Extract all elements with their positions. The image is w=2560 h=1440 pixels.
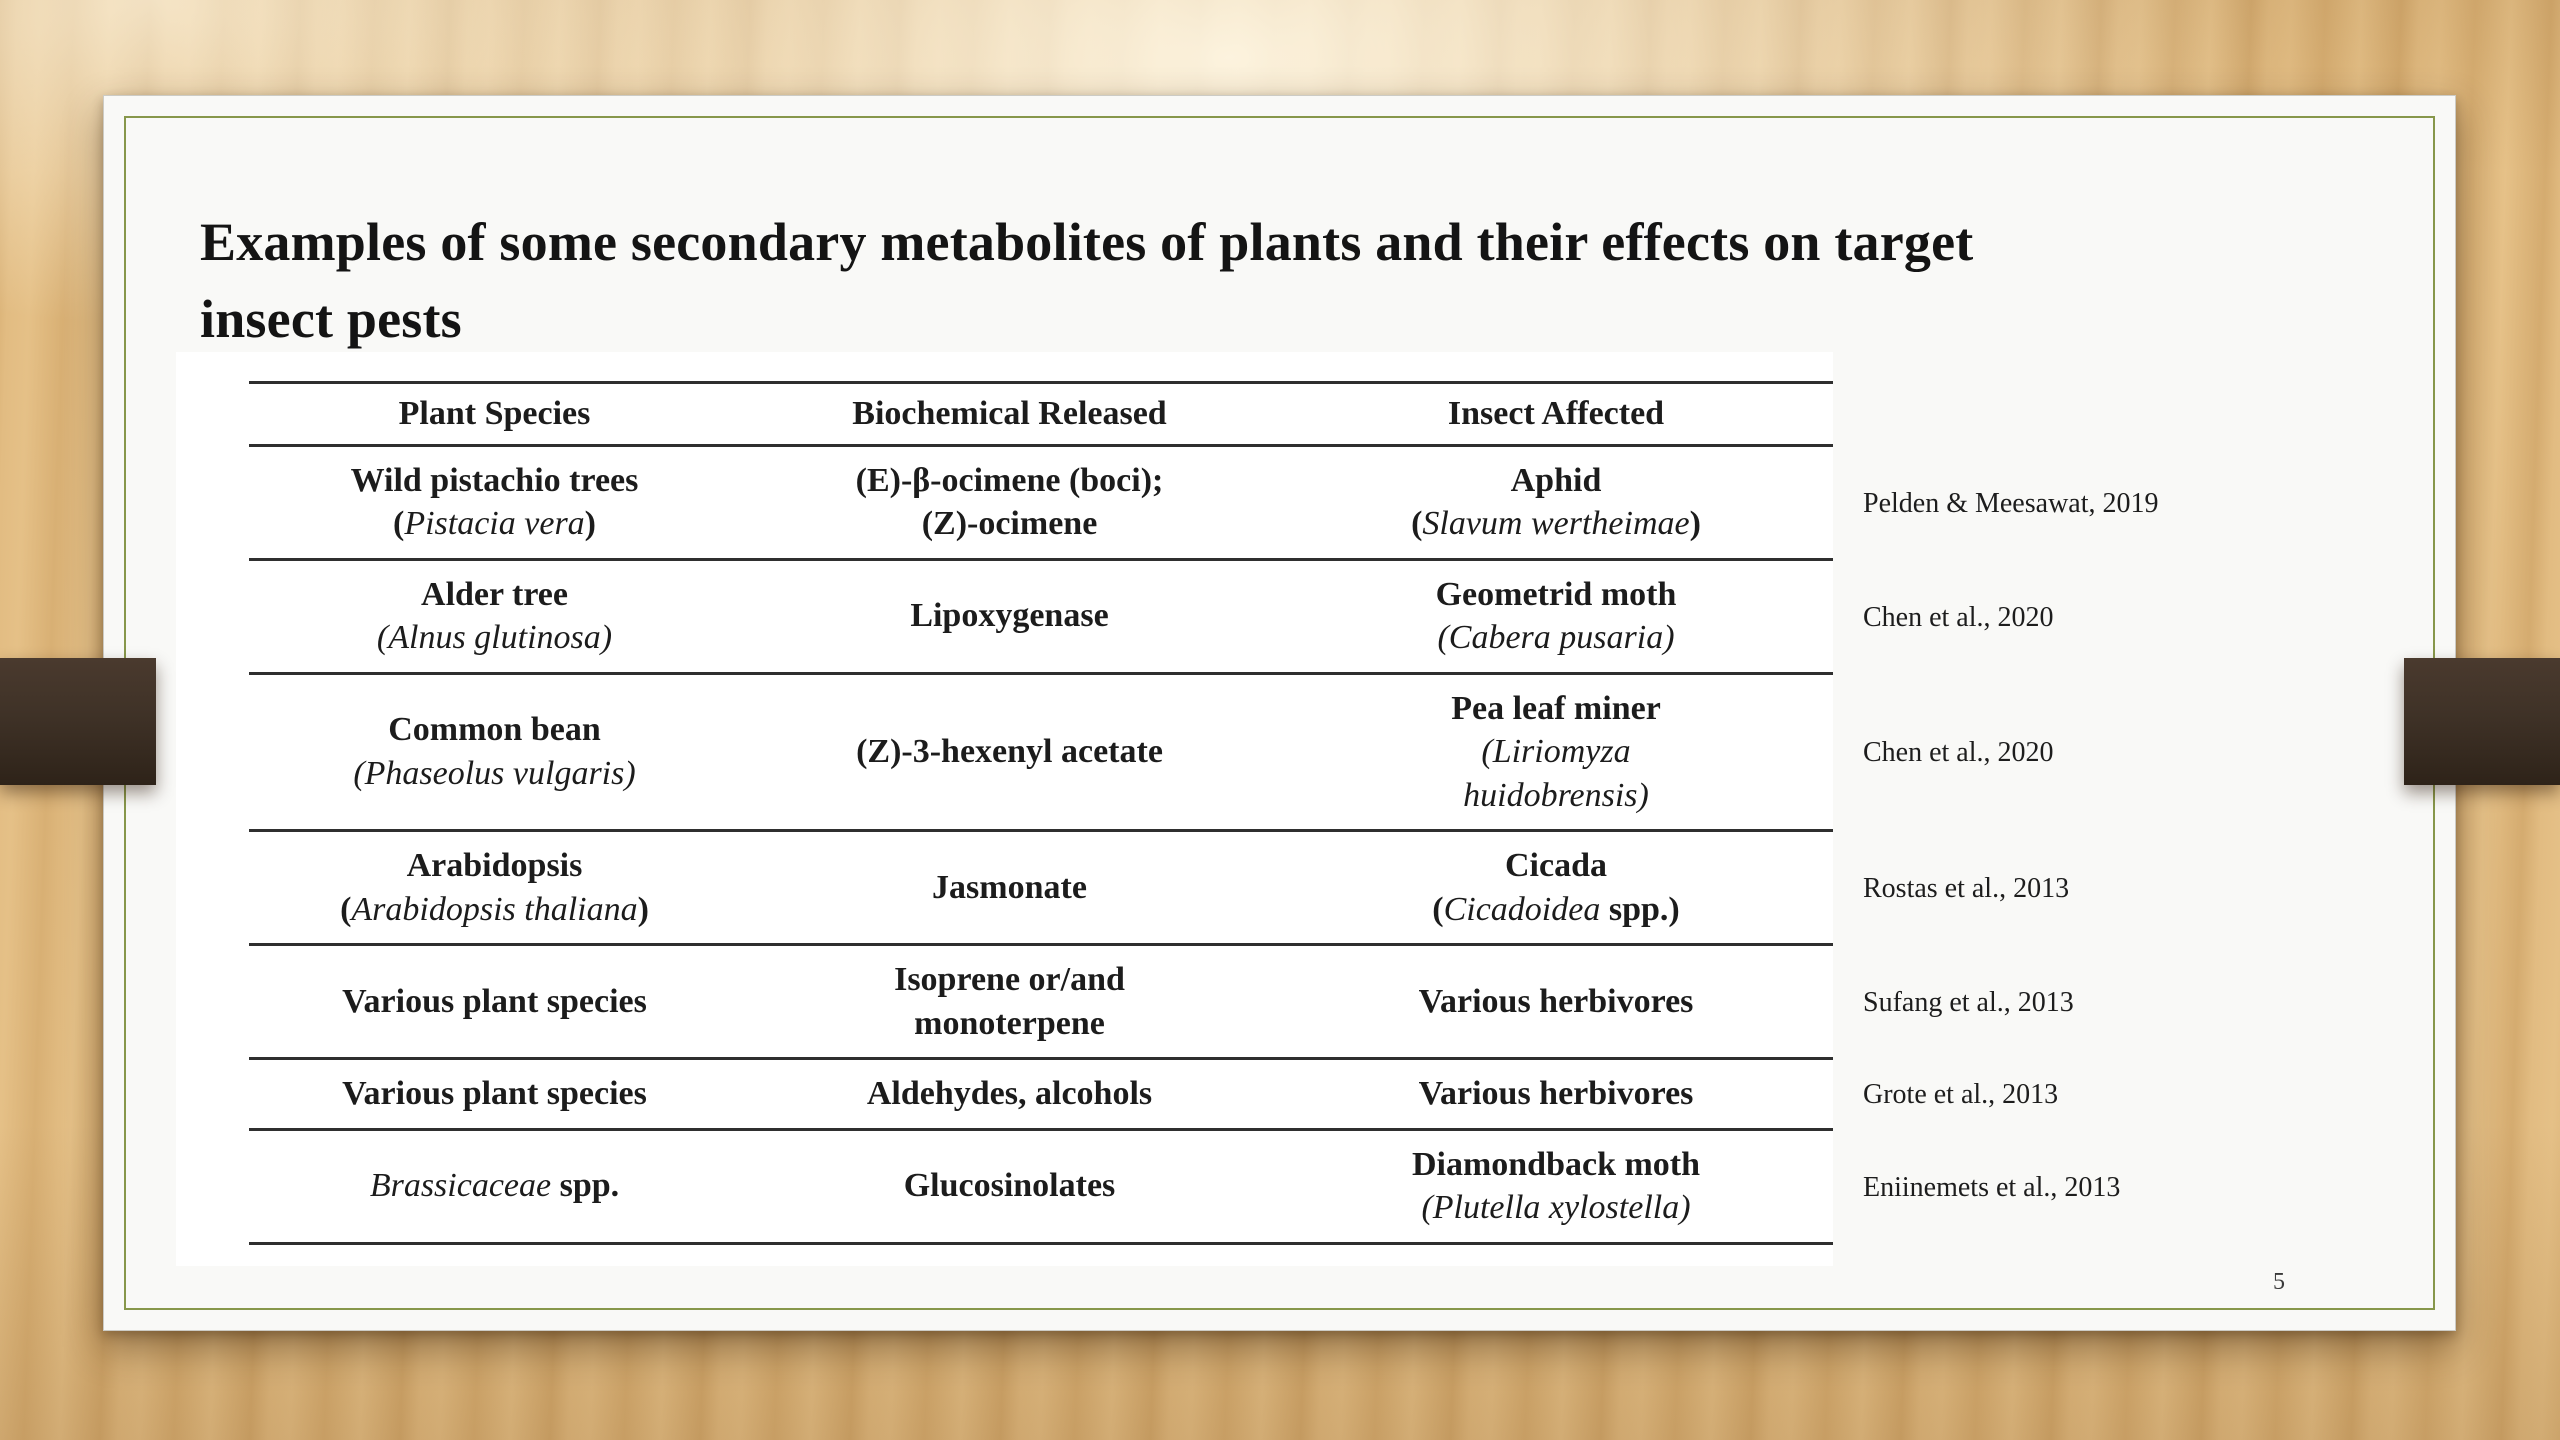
citation: Chen et al., 2020: [1863, 601, 2054, 633]
cell-biochemical-released: [740, 675, 1279, 833]
cell-biochemical-released: [740, 1060, 1279, 1131]
table-left-pad: [176, 675, 249, 833]
slide-title-line-2: insect pests: [200, 288, 462, 349]
citation-spacer: [1861, 381, 2356, 447]
table-left-pad: [176, 381, 249, 447]
cell-plant-species: [249, 1131, 740, 1245]
right-ribbon: [2404, 658, 2560, 785]
cell-biochemical-released: [740, 447, 1279, 561]
scientific-name: Brassicaceae: [369, 1167, 552, 1205]
table-row: [176, 447, 2356, 561]
cell-text: Isoprene or/and: [894, 961, 1125, 999]
table-gap: [1833, 832, 1861, 946]
cell-text: Various herbivores: [1418, 1075, 1694, 1113]
cell-line: [910, 594, 1108, 638]
page-number: 5: [2273, 1269, 2285, 1295]
cell-line: [1505, 844, 1607, 888]
citation: Chen et al., 2020: [1863, 737, 2054, 769]
cell-line: [351, 459, 639, 503]
cell-line: [904, 1164, 1116, 1208]
cell-text: Various plant species: [342, 1075, 647, 1113]
cell-text: Lipoxygenase: [910, 597, 1109, 635]
scientific-name: Slavum wertheimae: [1422, 505, 1690, 543]
cell-text: ): [637, 890, 649, 928]
cell-line: [353, 752, 635, 796]
citation: Rostas et al., 2013: [1863, 873, 2070, 905]
cell-insect-affected: [1279, 1060, 1833, 1131]
citation: Grote et al., 2013: [1863, 1079, 2059, 1111]
cell-insect-affected: [1279, 946, 1833, 1060]
slide-title: [200, 204, 2420, 357]
metabolites-table: [176, 381, 2356, 1245]
cell-insect-affected: [1279, 832, 1833, 946]
cell-plant-species: [249, 561, 740, 675]
cell-text: spp.): [1600, 890, 1680, 928]
cell-biochemical-released: [740, 1131, 1279, 1245]
column-header: Plant Species: [249, 381, 740, 447]
cell-text: Alder tree: [421, 575, 568, 613]
cell-line: [1419, 980, 1694, 1024]
cell-line: [407, 844, 583, 888]
table-row: [176, 1131, 2356, 1245]
cell-line: [1511, 459, 1602, 503]
cell-line: [1451, 687, 1661, 731]
table-gap: [1833, 561, 1861, 675]
scientific-name: Pistacia vera: [404, 505, 585, 543]
cell-text: ): [584, 505, 596, 543]
cell-text: monoterpene: [914, 1004, 1105, 1042]
table-gap: [1833, 381, 1861, 447]
cell-text: (: [340, 890, 352, 928]
cell-line: [1463, 774, 1649, 818]
cell-biochemical-released: [740, 832, 1279, 946]
cell-line: [342, 1072, 647, 1116]
cell-text: Common bean: [388, 711, 601, 749]
cell-line: [1419, 1072, 1694, 1116]
cell-plant-species: [249, 946, 740, 1060]
cell-insect-affected: [1279, 1131, 1833, 1245]
cell-text: ): [1689, 505, 1701, 543]
table-left-pad: [176, 946, 249, 1060]
scientific-name: huidobrensis): [1463, 776, 1649, 814]
cell-text: Pea leaf miner: [1451, 689, 1661, 727]
slide: [103, 95, 2456, 1331]
table-gap: [1833, 447, 1861, 561]
scientific-name: (Cabera pusaria): [1437, 619, 1675, 657]
table-left-pad: [176, 561, 249, 675]
scientific-name: (Liriomyza: [1481, 733, 1631, 771]
column-header: Insect Affected: [1279, 381, 1833, 447]
scientific-name: (Phaseolus vulgaris): [353, 754, 636, 792]
table-region: [176, 381, 2356, 1245]
slide-title-line-1: Examples of some secondary metabolites of plants and their effects on target: [200, 212, 1974, 273]
cell-text: Aphid: [1510, 461, 1602, 499]
citation: Sufang et al., 2013: [1863, 987, 2074, 1019]
cell-text: (Z)-ocimene: [921, 505, 1098, 543]
cell-line: [370, 1164, 619, 1208]
cell-text: Wild pistachio trees: [350, 461, 639, 499]
cell-plant-species: [249, 1060, 740, 1131]
cell-line: [922, 502, 1098, 546]
table-left-pad: [176, 1060, 249, 1131]
scientific-name: (Alnus glutinosa): [376, 619, 613, 657]
table-gap: [1833, 946, 1861, 1060]
cell-text: (: [1411, 505, 1423, 543]
cell-line: [914, 1002, 1105, 1046]
left-ribbon: [0, 658, 156, 785]
scientific-name: (Plutella xylostella): [1421, 1189, 1691, 1227]
table-row: [176, 675, 2356, 833]
cell-text: Various plant species: [342, 982, 647, 1020]
cell-text: Aldehydes, alcohols: [866, 1075, 1153, 1113]
cell-line: [421, 573, 568, 617]
cell-line: [856, 730, 1163, 774]
table-gap: [1833, 1060, 1861, 1131]
cell-line: [377, 616, 612, 660]
cell-line: [932, 866, 1087, 910]
cell-text: spp.: [551, 1167, 620, 1205]
table-row: [176, 946, 2356, 1060]
cell-text: (: [1432, 890, 1444, 928]
cell-line: [867, 1072, 1152, 1116]
scientific-name: Arabidopsis thaliana: [351, 890, 638, 928]
scientific-name: Cicadoidea: [1443, 890, 1601, 928]
table-gap: [1833, 1131, 1861, 1245]
cell-text: Cicada: [1505, 847, 1607, 885]
table-left-pad: [176, 447, 249, 561]
table-row: [176, 1060, 2356, 1131]
cell-line: [1412, 1143, 1700, 1187]
cell-text: (Z)-3-hexenyl acetate: [856, 733, 1163, 771]
cell-text: Glucosinolates: [903, 1167, 1116, 1205]
cell-line: [1421, 1186, 1690, 1230]
citation: Eniinemets et al., 2013: [1863, 1171, 2121, 1203]
table-left-pad: [176, 1131, 249, 1245]
cell-text: Various herbivores: [1418, 982, 1694, 1020]
citation: Pelden & Meesawat, 2019: [1863, 487, 2159, 519]
cell-plant-species: [249, 675, 740, 833]
cell-line: [342, 980, 647, 1024]
cell-line: [388, 708, 601, 752]
cell-insect-affected: [1279, 447, 1833, 561]
cell-line: [1437, 616, 1674, 660]
table-gap: [1833, 675, 1861, 833]
table-left-pad: [176, 832, 249, 946]
cell-line: [1481, 730, 1630, 774]
cell-line: [1432, 888, 1679, 932]
column-header: Biochemical Released: [740, 381, 1279, 447]
cell-line: [1436, 573, 1677, 617]
cell-text: Diamondback moth: [1411, 1145, 1701, 1183]
cell-line: [1411, 502, 1701, 546]
cell-line: [894, 958, 1125, 1002]
table-header-row: [176, 381, 2356, 447]
cell-plant-species: [249, 447, 740, 561]
cell-line: [856, 459, 1164, 503]
cell-plant-species: [249, 832, 740, 946]
cell-biochemical-released: [740, 946, 1279, 1060]
table-row: [176, 832, 2356, 946]
cell-insect-affected: [1279, 561, 1833, 675]
cell-line: [340, 888, 649, 932]
cell-line: [393, 502, 596, 546]
cell-biochemical-released: [740, 561, 1279, 675]
cell-insect-affected: [1279, 675, 1833, 833]
cell-text: Arabidopsis: [406, 847, 583, 885]
cell-text: (: [393, 505, 405, 543]
cell-text: (E)-β-ocimene (boci);: [855, 461, 1164, 499]
cell-text: Jasmonate: [932, 868, 1087, 906]
cell-text: Geometrid moth: [1435, 575, 1677, 613]
table-row: [176, 561, 2356, 675]
